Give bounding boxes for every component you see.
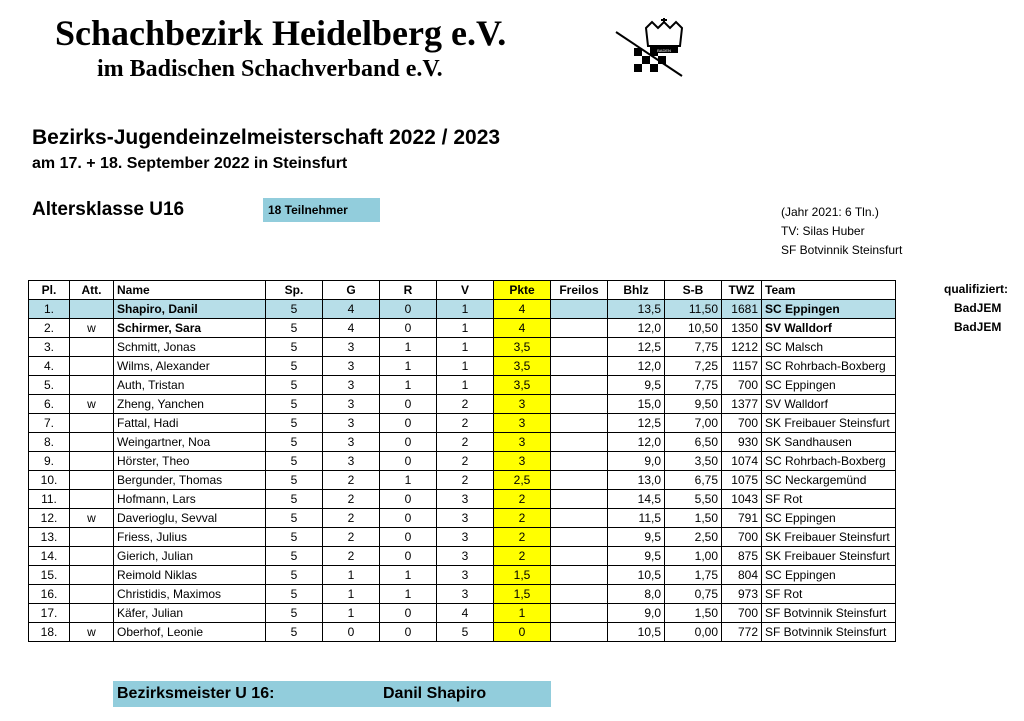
draws-cell: 0 bbox=[380, 300, 437, 319]
losses-cell: 2 bbox=[437, 471, 494, 490]
losses-cell: 4 bbox=[437, 604, 494, 623]
wins-cell: 1 bbox=[323, 566, 380, 585]
points-cell: 2,5 bbox=[494, 471, 551, 490]
draws-cell: 0 bbox=[380, 490, 437, 509]
col-header-place: Pl. bbox=[29, 281, 70, 300]
points-cell: 3 bbox=[494, 452, 551, 471]
name-cell: Friess, Julius bbox=[114, 528, 266, 547]
name-cell: Hörster, Theo bbox=[114, 452, 266, 471]
wins-cell: 3 bbox=[323, 338, 380, 357]
sonneborn-berger-cell: 9,50 bbox=[665, 395, 722, 414]
bye-cell bbox=[551, 585, 608, 604]
table-row bbox=[29, 452, 896, 471]
games-cell: 5 bbox=[266, 547, 323, 566]
rating-cell: 791 bbox=[722, 509, 762, 528]
col-header-draws: R bbox=[380, 281, 437, 300]
wins-cell: 2 bbox=[323, 509, 380, 528]
points-cell: 2 bbox=[494, 547, 551, 566]
team-cell: SK Freibauer Steinsfurt bbox=[762, 547, 896, 566]
att-cell bbox=[70, 566, 114, 585]
champion-name: Danil Shapiro bbox=[383, 685, 487, 702]
place-cell: 6. bbox=[29, 395, 70, 414]
table-row bbox=[29, 490, 896, 509]
games-cell: 5 bbox=[266, 376, 323, 395]
wins-cell: 3 bbox=[323, 357, 380, 376]
att-cell bbox=[70, 604, 114, 623]
table-header-row bbox=[29, 281, 896, 300]
bye-cell bbox=[551, 414, 608, 433]
losses-cell: 3 bbox=[437, 566, 494, 585]
buchholz-cell: 12,0 bbox=[608, 357, 665, 376]
team-cell: SC Eppingen bbox=[762, 509, 896, 528]
place-cell: 7. bbox=[29, 414, 70, 433]
buchholz-cell: 15,0 bbox=[608, 395, 665, 414]
team-cell: SC Eppingen bbox=[762, 300, 896, 319]
buchholz-cell: 12,0 bbox=[608, 319, 665, 338]
rating-cell: 875 bbox=[722, 547, 762, 566]
losses-cell: 2 bbox=[437, 433, 494, 452]
bye-cell bbox=[551, 452, 608, 471]
previous-year-note: (Jahr 2021: 6 Tln.) bbox=[781, 205, 879, 219]
col-header-sonneborn-berger: S-B bbox=[665, 281, 722, 300]
age-class-heading: Altersklasse U16 bbox=[32, 199, 185, 220]
name-cell: Schirmer, Sara bbox=[114, 319, 266, 338]
att-cell bbox=[70, 547, 114, 566]
event-title: Bezirks-Jugendeinzelmeisterschaft 2022 / 2023 bbox=[32, 126, 501, 149]
name-cell: Gierich, Julian bbox=[114, 547, 266, 566]
sonneborn-berger-cell: 7,00 bbox=[665, 414, 722, 433]
col-header-name: Name bbox=[114, 281, 266, 300]
att-cell: w bbox=[70, 319, 114, 338]
rating-cell: 1350 bbox=[722, 319, 762, 338]
team-cell: SF Rot bbox=[762, 585, 896, 604]
wins-cell: 4 bbox=[323, 319, 380, 338]
sonneborn-berger-cell: 0,00 bbox=[665, 623, 722, 642]
points-cell: 3 bbox=[494, 395, 551, 414]
col-header-losses: V bbox=[437, 281, 494, 300]
bye-cell bbox=[551, 490, 608, 509]
bye-cell bbox=[551, 604, 608, 623]
att-cell bbox=[70, 357, 114, 376]
games-cell: 5 bbox=[266, 357, 323, 376]
att-cell bbox=[70, 490, 114, 509]
buchholz-cell: 12,5 bbox=[608, 338, 665, 357]
buchholz-cell: 9,0 bbox=[608, 604, 665, 623]
col-header-bye: Freilos bbox=[551, 281, 608, 300]
losses-cell: 3 bbox=[437, 585, 494, 604]
table-row bbox=[29, 414, 896, 433]
name-cell: Bergunder, Thomas bbox=[114, 471, 266, 490]
place-cell: 10. bbox=[29, 471, 70, 490]
team-cell: SV Walldorf bbox=[762, 319, 896, 338]
sonneborn-berger-cell: 1,50 bbox=[665, 604, 722, 623]
place-cell: 11. bbox=[29, 490, 70, 509]
rating-cell: 804 bbox=[722, 566, 762, 585]
table-row bbox=[29, 338, 896, 357]
points-cell: 4 bbox=[494, 319, 551, 338]
games-cell: 5 bbox=[266, 471, 323, 490]
bye-cell bbox=[551, 566, 608, 585]
team-cell: SF Botvinnik Steinsfurt bbox=[762, 623, 896, 642]
place-cell: 12. bbox=[29, 509, 70, 528]
losses-cell: 5 bbox=[437, 623, 494, 642]
games-cell: 5 bbox=[266, 623, 323, 642]
place-cell: 1. bbox=[29, 300, 70, 319]
team-cell: SV Walldorf bbox=[762, 395, 896, 414]
rating-cell: 700 bbox=[722, 528, 762, 547]
att-cell bbox=[70, 471, 114, 490]
points-cell: 0 bbox=[494, 623, 551, 642]
table-row bbox=[29, 319, 896, 338]
games-cell: 5 bbox=[266, 319, 323, 338]
att-cell bbox=[70, 338, 114, 357]
bye-cell bbox=[551, 528, 608, 547]
bye-cell bbox=[551, 623, 608, 642]
draws-cell: 0 bbox=[380, 414, 437, 433]
table-row bbox=[29, 566, 896, 585]
bye-cell bbox=[551, 338, 608, 357]
sonneborn-berger-cell: 10,50 bbox=[665, 319, 722, 338]
losses-cell: 3 bbox=[437, 490, 494, 509]
place-cell: 13. bbox=[29, 528, 70, 547]
rating-cell: 700 bbox=[722, 376, 762, 395]
draws-cell: 1 bbox=[380, 471, 437, 490]
sonneborn-berger-cell: 1,50 bbox=[665, 509, 722, 528]
losses-cell: 1 bbox=[437, 357, 494, 376]
name-cell: Zheng, Yanchen bbox=[114, 395, 266, 414]
sonneborn-berger-cell: 6,75 bbox=[665, 471, 722, 490]
losses-cell: 2 bbox=[437, 414, 494, 433]
points-cell: 3,5 bbox=[494, 357, 551, 376]
bye-cell bbox=[551, 376, 608, 395]
buchholz-cell: 14,5 bbox=[608, 490, 665, 509]
team-cell: SC Rohrbach-Boxberg bbox=[762, 357, 896, 376]
buchholz-cell: 11,5 bbox=[608, 509, 665, 528]
rating-cell: 700 bbox=[722, 604, 762, 623]
buchholz-cell: 9,0 bbox=[608, 452, 665, 471]
draws-cell: 1 bbox=[380, 566, 437, 585]
games-cell: 5 bbox=[266, 490, 323, 509]
wins-cell: 3 bbox=[323, 395, 380, 414]
table-row bbox=[29, 300, 896, 319]
place-cell: 5. bbox=[29, 376, 70, 395]
buchholz-cell: 13,0 bbox=[608, 471, 665, 490]
wins-cell: 1 bbox=[323, 585, 380, 604]
rating-cell: 1075 bbox=[722, 471, 762, 490]
games-cell: 5 bbox=[266, 338, 323, 357]
games-cell: 5 bbox=[266, 300, 323, 319]
name-cell: Christidis, Maximos bbox=[114, 585, 266, 604]
participants-badge: 18 Teilnehmer bbox=[263, 198, 380, 222]
points-cell: 1,5 bbox=[494, 566, 551, 585]
att-cell: w bbox=[70, 509, 114, 528]
bye-cell bbox=[551, 509, 608, 528]
games-cell: 5 bbox=[266, 395, 323, 414]
table-row bbox=[29, 376, 896, 395]
bye-cell bbox=[551, 547, 608, 566]
col-header-team: Team bbox=[762, 281, 896, 300]
bye-cell bbox=[551, 319, 608, 338]
wins-cell: 2 bbox=[323, 471, 380, 490]
wins-cell: 2 bbox=[323, 528, 380, 547]
bye-cell bbox=[551, 357, 608, 376]
table-row bbox=[29, 357, 896, 376]
wins-cell: 1 bbox=[323, 604, 380, 623]
rating-cell: 1377 bbox=[722, 395, 762, 414]
buchholz-cell: 13,5 bbox=[608, 300, 665, 319]
table-row bbox=[29, 623, 896, 642]
draws-cell: 0 bbox=[380, 319, 437, 338]
sonneborn-berger-cell: 5,50 bbox=[665, 490, 722, 509]
place-cell: 14. bbox=[29, 547, 70, 566]
rating-cell: 1157 bbox=[722, 357, 762, 376]
games-cell: 5 bbox=[266, 528, 323, 547]
losses-cell: 3 bbox=[437, 509, 494, 528]
games-cell: 5 bbox=[266, 414, 323, 433]
buchholz-cell: 10,5 bbox=[608, 623, 665, 642]
att-cell bbox=[70, 528, 114, 547]
sonneborn-berger-cell: 7,75 bbox=[665, 338, 722, 357]
qualification-row-1: BadJEM bbox=[954, 301, 1002, 315]
bye-cell bbox=[551, 300, 608, 319]
att-cell bbox=[70, 433, 114, 452]
draws-cell: 0 bbox=[380, 452, 437, 471]
org-name: Schachbezirk Heidelberg e.V. bbox=[55, 13, 507, 53]
team-cell: SK Freibauer Steinsfurt bbox=[762, 528, 896, 547]
losses-cell: 3 bbox=[437, 528, 494, 547]
place-cell: 4. bbox=[29, 357, 70, 376]
team-cell: SC Eppingen bbox=[762, 566, 896, 585]
draws-cell: 0 bbox=[380, 509, 437, 528]
col-header-wins: G bbox=[323, 281, 380, 300]
sonneborn-berger-cell: 7,25 bbox=[665, 357, 722, 376]
games-cell: 5 bbox=[266, 604, 323, 623]
wins-cell: 2 bbox=[323, 490, 380, 509]
games-cell: 5 bbox=[266, 452, 323, 471]
event-date: am 17. + 18. September 2022 in Steinsfurt bbox=[32, 155, 348, 172]
sonneborn-berger-cell: 1,00 bbox=[665, 547, 722, 566]
buchholz-cell: 12,0 bbox=[608, 433, 665, 452]
att-cell bbox=[70, 376, 114, 395]
draws-cell: 0 bbox=[380, 528, 437, 547]
losses-cell: 3 bbox=[437, 547, 494, 566]
att-cell: w bbox=[70, 395, 114, 414]
team-cell: SF Botvinnik Steinsfurt bbox=[762, 604, 896, 623]
points-cell: 3,5 bbox=[494, 338, 551, 357]
wins-cell: 0 bbox=[323, 623, 380, 642]
losses-cell: 1 bbox=[437, 319, 494, 338]
name-cell: Auth, Tristan bbox=[114, 376, 266, 395]
wins-cell: 4 bbox=[323, 300, 380, 319]
draws-cell: 0 bbox=[380, 604, 437, 623]
col-header-buchholz: Bhlz bbox=[608, 281, 665, 300]
points-cell: 3 bbox=[494, 414, 551, 433]
sonneborn-berger-cell: 11,50 bbox=[665, 300, 722, 319]
rating-cell: 700 bbox=[722, 414, 762, 433]
col-header-att: Att. bbox=[70, 281, 114, 300]
draws-cell: 1 bbox=[380, 338, 437, 357]
org-subtitle: im Badischen Schachverband e.V. bbox=[97, 56, 443, 82]
table-row bbox=[29, 528, 896, 547]
buchholz-cell: 8,0 bbox=[608, 585, 665, 604]
points-cell: 4 bbox=[494, 300, 551, 319]
games-cell: 5 bbox=[266, 509, 323, 528]
losses-cell: 2 bbox=[437, 452, 494, 471]
place-cell: 15. bbox=[29, 566, 70, 585]
tournament-director: TV: Silas Huber bbox=[781, 224, 865, 238]
games-cell: 5 bbox=[266, 566, 323, 585]
bye-cell bbox=[551, 471, 608, 490]
col-header-points: Pkte bbox=[494, 281, 551, 300]
wins-cell: 3 bbox=[323, 433, 380, 452]
standings-body bbox=[29, 300, 896, 642]
table-row bbox=[29, 547, 896, 566]
champion-label: Bezirksmeister U 16: bbox=[117, 685, 275, 702]
team-cell: SK Sandhausen bbox=[762, 433, 896, 452]
sonneborn-berger-cell: 0,75 bbox=[665, 585, 722, 604]
points-cell: 3,5 bbox=[494, 376, 551, 395]
games-cell: 5 bbox=[266, 585, 323, 604]
name-cell: Oberhof, Leonie bbox=[114, 623, 266, 642]
wins-cell: 2 bbox=[323, 547, 380, 566]
sonneborn-berger-cell: 7,75 bbox=[665, 376, 722, 395]
name-cell: Hofmann, Lars bbox=[114, 490, 266, 509]
losses-cell: 1 bbox=[437, 338, 494, 357]
table-row bbox=[29, 433, 896, 452]
name-cell: Schmitt, Jonas bbox=[114, 338, 266, 357]
losses-cell: 2 bbox=[437, 395, 494, 414]
losses-cell: 1 bbox=[437, 376, 494, 395]
name-cell: Wilms, Alexander bbox=[114, 357, 266, 376]
col-header-games: Sp. bbox=[266, 281, 323, 300]
team-cell: SC Malsch bbox=[762, 338, 896, 357]
team-cell: SC Eppingen bbox=[762, 376, 896, 395]
table-row bbox=[29, 509, 896, 528]
draws-cell: 0 bbox=[380, 395, 437, 414]
name-cell: Shapiro, Danil bbox=[114, 300, 266, 319]
wins-cell: 3 bbox=[323, 452, 380, 471]
att-cell bbox=[70, 300, 114, 319]
games-cell: 5 bbox=[266, 433, 323, 452]
draws-cell: 0 bbox=[380, 433, 437, 452]
rating-cell: 1212 bbox=[722, 338, 762, 357]
name-cell: Weingartner, Noa bbox=[114, 433, 266, 452]
rating-cell: 1043 bbox=[722, 490, 762, 509]
rating-cell: 772 bbox=[722, 623, 762, 642]
place-cell: 18. bbox=[29, 623, 70, 642]
place-cell: 17. bbox=[29, 604, 70, 623]
table-row bbox=[29, 585, 896, 604]
table-row bbox=[29, 471, 896, 490]
sonneborn-berger-cell: 6,50 bbox=[665, 433, 722, 452]
host-club: SF Botvinnik Steinsfurt bbox=[781, 243, 903, 257]
name-cell: Fattal, Hadi bbox=[114, 414, 266, 433]
rating-cell: 930 bbox=[722, 433, 762, 452]
place-cell: 3. bbox=[29, 338, 70, 357]
standings-table bbox=[28, 280, 896, 642]
sonneborn-berger-cell: 3,50 bbox=[665, 452, 722, 471]
place-cell: 8. bbox=[29, 433, 70, 452]
qualification-row-2: BadJEM bbox=[954, 320, 1002, 334]
att-cell bbox=[70, 452, 114, 471]
table-row bbox=[29, 604, 896, 623]
wins-cell: 3 bbox=[323, 376, 380, 395]
chess-crown-flag-logo bbox=[612, 18, 690, 78]
points-cell: 2 bbox=[494, 528, 551, 547]
name-cell: Reimold Niklas bbox=[114, 566, 266, 585]
rating-cell: 1074 bbox=[722, 452, 762, 471]
logo-text: BADEN bbox=[657, 48, 671, 53]
rating-cell: 973 bbox=[722, 585, 762, 604]
sonneborn-berger-cell: 2,50 bbox=[665, 528, 722, 547]
rating-cell: 1681 bbox=[722, 300, 762, 319]
team-cell: SK Freibauer Steinsfurt bbox=[762, 414, 896, 433]
losses-cell: 1 bbox=[437, 300, 494, 319]
bye-cell bbox=[551, 395, 608, 414]
draws-cell: 1 bbox=[380, 357, 437, 376]
points-cell: 1,5 bbox=[494, 585, 551, 604]
place-cell: 16. bbox=[29, 585, 70, 604]
buchholz-cell: 12,5 bbox=[608, 414, 665, 433]
buchholz-cell: 9,5 bbox=[608, 547, 665, 566]
att-cell bbox=[70, 414, 114, 433]
place-cell: 9. bbox=[29, 452, 70, 471]
att-cell: w bbox=[70, 623, 114, 642]
buchholz-cell: 9,5 bbox=[608, 528, 665, 547]
draws-cell: 1 bbox=[380, 376, 437, 395]
bye-cell bbox=[551, 433, 608, 452]
att-cell bbox=[70, 585, 114, 604]
draws-cell: 1 bbox=[380, 585, 437, 604]
sonneborn-berger-cell: 1,75 bbox=[665, 566, 722, 585]
wins-cell: 3 bbox=[323, 414, 380, 433]
draws-cell: 0 bbox=[380, 547, 437, 566]
points-cell: 2 bbox=[494, 509, 551, 528]
table-row bbox=[29, 395, 896, 414]
name-cell: Daverioglu, Sevval bbox=[114, 509, 266, 528]
points-cell: 1 bbox=[494, 604, 551, 623]
team-cell: SC Rohrbach-Boxberg bbox=[762, 452, 896, 471]
name-cell: Käfer, Julian bbox=[114, 604, 266, 623]
points-cell: 2 bbox=[494, 490, 551, 509]
place-cell: 2. bbox=[29, 319, 70, 338]
qualified-header: qualifiziert: bbox=[944, 282, 1009, 296]
buchholz-cell: 10,5 bbox=[608, 566, 665, 585]
draws-cell: 0 bbox=[380, 623, 437, 642]
points-cell: 3 bbox=[494, 433, 551, 452]
team-cell: SC Neckargemünd bbox=[762, 471, 896, 490]
col-header-rating: TWZ bbox=[722, 281, 762, 300]
team-cell: SF Rot bbox=[762, 490, 896, 509]
buchholz-cell: 9,5 bbox=[608, 376, 665, 395]
champion-box bbox=[113, 681, 551, 707]
